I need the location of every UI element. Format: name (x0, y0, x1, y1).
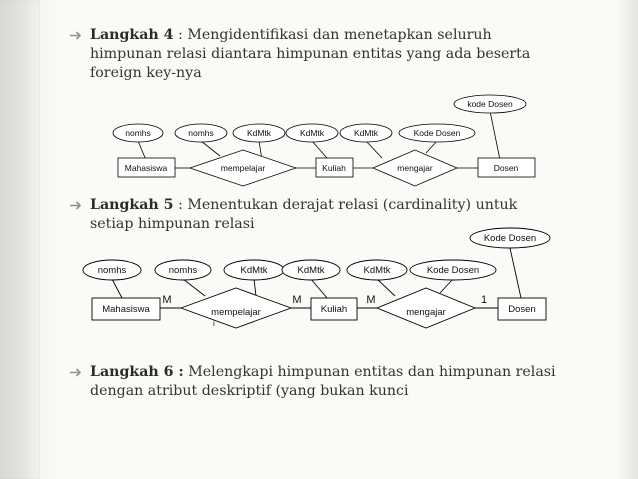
attr-link (112, 279, 122, 298)
entity-label: Dosen (508, 304, 536, 315)
entity-label: Kuliah (322, 163, 346, 173)
attribute-label: nomhs (97, 265, 127, 276)
relation-label: mengajar (397, 163, 433, 173)
step-4-separator: : (173, 27, 188, 43)
relation-label: mengajar (406, 307, 446, 318)
attr-link (183, 279, 205, 296)
cardinality-label: M (366, 294, 376, 306)
attribute-label: Kode Dosen (426, 265, 480, 276)
attribute-label: Kode Dosen (413, 128, 461, 138)
entity-label: Mahasiswa (124, 163, 168, 173)
attr-link (510, 248, 521, 298)
relation-label: mempelajar (211, 307, 261, 318)
step-5-separator: : (173, 197, 188, 213)
cardinality-label: M (292, 294, 302, 306)
attribute-label: KdMtk (363, 265, 391, 276)
attr-link (440, 279, 453, 293)
entity-label: Mahasiswa (102, 304, 150, 315)
attribute-label: nomhs (168, 265, 198, 276)
attribute-label: nomhs (188, 128, 214, 138)
attribute-label: KdMtk (299, 128, 325, 138)
attribute-label: KdMtk (297, 265, 325, 276)
entity-label: Dosen (493, 163, 519, 173)
step-5-text: Menentukan derajat relasi (cardinality) untuk setiap himpunan relasi (90, 197, 518, 232)
step-5-label: Langkah 5 (90, 197, 174, 213)
attr-link (254, 279, 256, 296)
attr-link (377, 279, 395, 296)
step-4-text: Mengidentifikasi dan menetapkan seluruh himpunan relasi diantara himpunan entitas yang ada beserta foreign key-nya (90, 27, 531, 81)
step-6-text: Melengkapi himpunan entitas dan himpunan relasi dengan atribut deskriptif (yang bukan kunci (90, 364, 556, 399)
attribute-label: KdMtk (246, 128, 272, 138)
attr-link (311, 279, 327, 298)
attribute-label: KdMtk (353, 128, 379, 138)
attribute-label: nomhs (125, 128, 151, 138)
step-4-label: Langkah 4 (90, 27, 174, 43)
cardinality-label: M (162, 294, 172, 306)
entity-label: Kuliah (320, 304, 348, 315)
cardinality-label: 1 (480, 294, 488, 306)
attribute-label: Kode Dosen (483, 233, 537, 244)
relation-label: mempelajar (220, 163, 266, 173)
step-6-label: Langkah 6 : (90, 364, 184, 380)
attribute-label: KdMtk (240, 265, 268, 276)
attribute-label: kode Dosen (467, 99, 513, 109)
relation-label-overflow: i (213, 319, 215, 328)
